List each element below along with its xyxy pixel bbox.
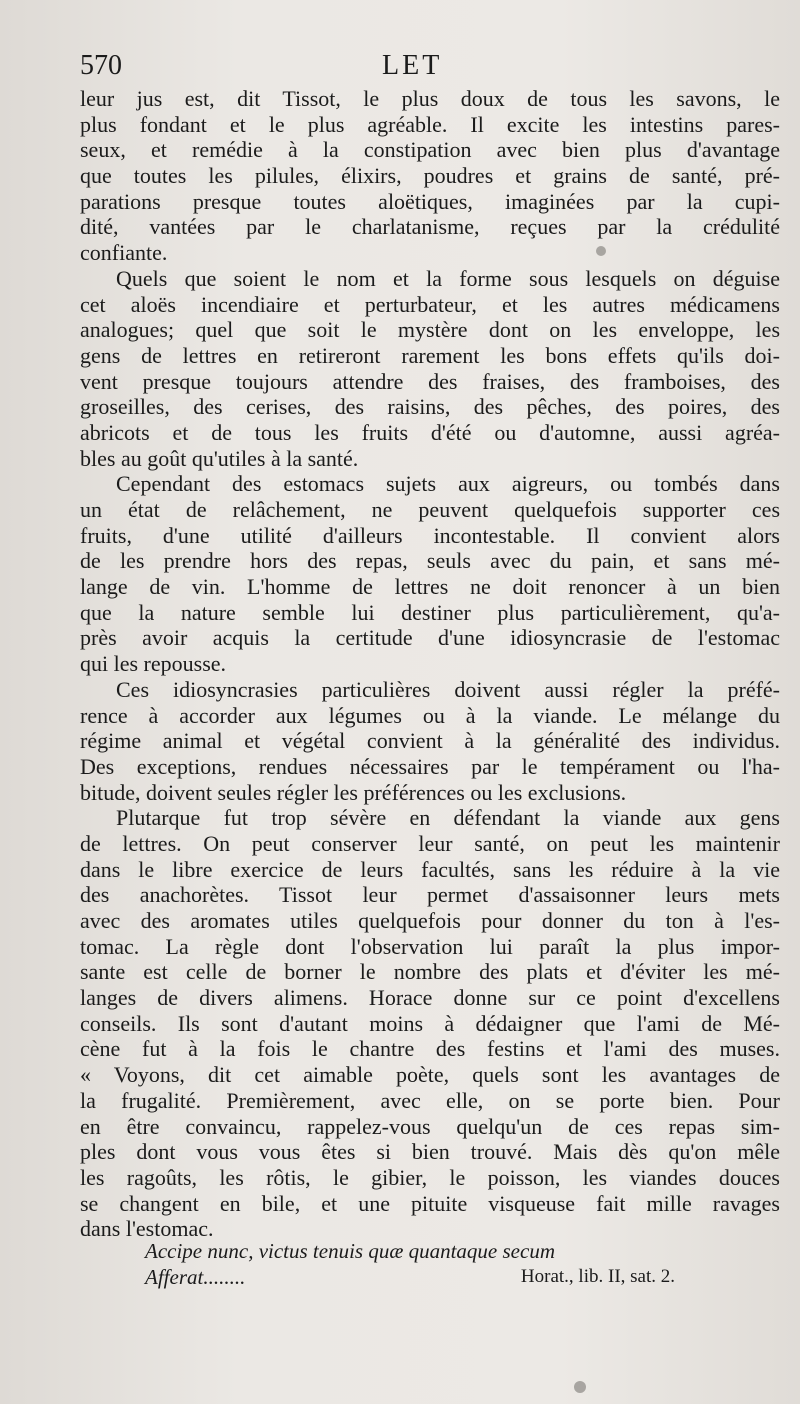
text-line: cet aloës incendiaire et perturbateur, et les autres médicamens: [80, 291, 780, 317]
text-line: que la nature semble lui destiner plus particulièrement, qu'a-: [80, 599, 780, 625]
text-line: cène fut à la fois le chantre des festins et l'ami des muses.: [80, 1036, 780, 1062]
text-line: régime animal et végétal convient à la généralité des individus.: [80, 728, 780, 754]
text-line: des anachorètes. Tissot leur permet d'assaisonner leurs mets: [80, 882, 780, 908]
text-line: qui les repousse.: [80, 651, 227, 677]
text-line: se changent en bile, et une pituite visqueuse fait mille ravages: [80, 1190, 780, 1216]
running-head: LET: [382, 50, 443, 81]
latin-quotation: [80, 1238, 780, 1290]
text-line: parations presque toutes aloëtiques, imaginées par la cupi-: [80, 188, 780, 214]
text-line: dans le libre exercice de leurs facultés, sans les réduire à la vie: [80, 856, 780, 882]
page-header: [80, 50, 780, 90]
text-line: avec des aromates utiles quelquefois pour donner du ton à l'es-: [80, 908, 780, 933]
text-line: la frugalité. Premièrement, avec elle, on se porte bien. Pour: [80, 1087, 780, 1113]
text-line: sante est celle de borner le nombre des plats et d'éviter les mé-: [80, 959, 780, 985]
text-line: Cependant des estomacs sujets aux aigreurs, ou tombés dans: [116, 471, 780, 497]
text-line: rence à accorder aux légumes ou à la viande. Le mélange du: [80, 702, 780, 728]
text-line: près avoir acquis la certitude d'une idiosyncrasie de l'estomac: [80, 625, 780, 651]
quote-line-2: [80, 1264, 780, 1290]
text-line: en être convaincu, rappelez-vous quelqu'un de ces repas sim-: [80, 1113, 780, 1139]
quote-line-1: Accipe nunc, victus tenuis quæ quantaque secum: [145, 1239, 555, 1263]
text-line: analogues; quel que soit le mystère dont on les enveloppe, les: [80, 317, 780, 343]
text-line: « Voyons, dit cet aimable poète, quels sont les avantages de: [80, 1062, 780, 1088]
text-line: langes de divers alimens. Horace donne sur ce point d'excellens: [80, 985, 780, 1011]
text-line: vent presque toujours attendre des fraises, des framboises, des: [80, 368, 780, 394]
text-line: de les prendre hors des repas, seuls avec du pain, et sans mé-: [80, 548, 780, 574]
page-number: 570: [80, 50, 122, 81]
text-line: fruits, d'une utilité d'ailleurs incontestable. Il convient alors: [80, 522, 780, 548]
text-line: lange de vin. L'homme de lettres ne doit renoncer à un bien: [80, 574, 780, 600]
quote-citation: Horat., lib. II, sat. 2.: [520, 1266, 675, 1287]
text-line: abricots et de tous les fruits d'été ou d'automne, aussi agréa-: [80, 419, 780, 445]
text-line: groseilles, des cerises, des raisins, des pêches, des poires, des: [80, 394, 780, 420]
text-line: Quels que soient le nom et la forme sous lesquels on déguise: [116, 265, 780, 291]
body-text: [80, 86, 780, 1242]
text-line: gens de lettres en retireront rarement les bons effets qu'ils doi-: [80, 342, 780, 368]
text-line: plus fondant et le plus agréable. Il excite les intestins pares-: [80, 111, 780, 137]
text-line: dans l'estomac.: [80, 1216, 214, 1242]
text-line: que toutes les pilules, élixirs, poudres et grains de santé, pré-: [80, 163, 780, 189]
text-line: de lettres. On peut conserver leur santé, on peut les maintenir: [80, 830, 780, 856]
ink-smudge: [574, 1381, 586, 1393]
text-line: dité, vantées par le charlatanisme, reçues par la crédulité: [80, 214, 780, 240]
text-line: bles au goût qu'utiles à la santé.: [80, 445, 359, 471]
ink-smudge: [596, 246, 606, 256]
text-line: les ragoûts, les rôtis, le gibier, le poisson, les viandes douces: [80, 1164, 780, 1190]
text-line: un état de relâchement, ne peuvent quelquefois supporter ces: [80, 497, 780, 522]
text-line: ples dont vous vous êtes si bien trouvé. Mais dès qu'on mêle: [80, 1139, 780, 1165]
text-line: tomac. La règle dont l'observation lui paraît la plus impor-: [80, 933, 780, 959]
text-line: confiante.: [80, 240, 168, 266]
text-line: conseils. Ils sont d'autant moins à dédaigner que l'ami de Mé-: [80, 1010, 780, 1036]
text-line: Des exceptions, rendues nécessaires par le tempérament ou l'ha-: [80, 753, 780, 779]
text-line: leur jus est, dit Tissot, le plus doux de tous les savons, le: [80, 86, 780, 111]
text-line: Plutarque fut trop sévère en défendant la viande aux gens: [116, 805, 780, 831]
text-line: bitude, doivent seules régler les préférences ou les exclusions.: [80, 779, 627, 805]
quote-line-2-text: Afferat........: [145, 1265, 246, 1289]
text-line: seux, et remédie à la constipation avec bien plus d'avantage: [80, 137, 780, 163]
text-line: Ces idiosyncrasies particulières doivent aussi régler la préfé-: [116, 676, 780, 702]
